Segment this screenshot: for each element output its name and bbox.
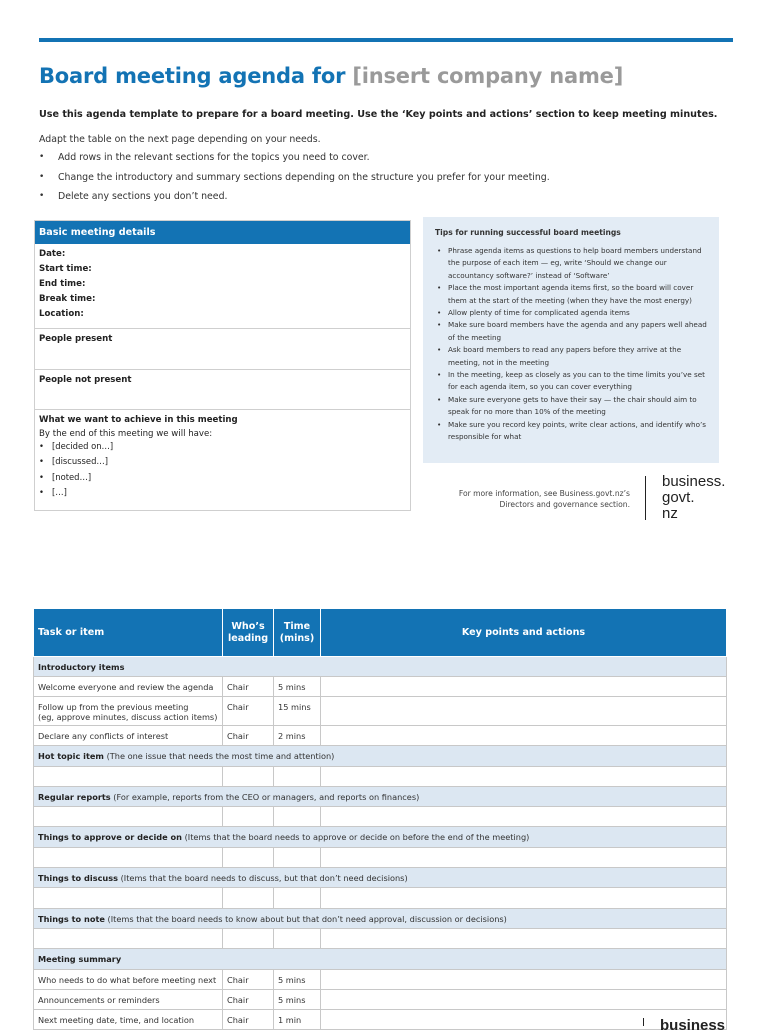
key-points-cell[interactable] bbox=[321, 989, 727, 1009]
table-row bbox=[34, 807, 727, 827]
section-title: Hot topic item bbox=[38, 751, 104, 762]
section-title: Things to note bbox=[38, 913, 105, 924]
task-cell[interactable] bbox=[34, 928, 223, 948]
section-row-note bbox=[34, 908, 727, 928]
section-row-regular-reports bbox=[34, 786, 727, 806]
company-name-placeholder[interactable]: [insert company name] bbox=[352, 64, 624, 88]
tips-box bbox=[423, 217, 719, 463]
key-points-cell[interactable] bbox=[321, 766, 727, 786]
col-header-time: Time (mins) bbox=[274, 609, 321, 657]
task-note: (eg, approve minutes, discuss action items) bbox=[38, 712, 218, 723]
table-row bbox=[34, 697, 727, 726]
tip-item: • Make sure you record key points, write clear actions, and identify who’s responsible for what bbox=[435, 419, 707, 444]
intro-instruction: Use this agenda template to prepare for a board meeting. Use the ‘Key points and actions’ section to keep meeting minutes. bbox=[39, 109, 718, 120]
col-header-task: Task or item bbox=[34, 609, 223, 657]
achieve-item: • [discussed…] bbox=[39, 456, 406, 471]
tip-item: • In the meeting, keep as closely as you can to the time limits you’ve set for each agenda item, so you can cover everything bbox=[435, 369, 707, 394]
col-header-who: Who’s leading bbox=[223, 609, 274, 657]
section-title: Regular reports bbox=[38, 791, 111, 802]
who-cell[interactable] bbox=[223, 766, 274, 786]
who-cell[interactable]: Chair bbox=[223, 677, 274, 697]
who-cell[interactable]: Chair bbox=[223, 1009, 274, 1029]
task-cell[interactable]: Announcements or reminders bbox=[34, 989, 223, 1009]
time-cell[interactable]: 2 mins bbox=[274, 726, 321, 746]
people-not-present-section[interactable] bbox=[35, 370, 410, 410]
section-description: (The one issue that needs the most time and attention) bbox=[103, 751, 335, 762]
details-heading: Basic meeting details bbox=[35, 221, 410, 244]
section-description: (For example, reports from the CEO or managers, and reports on finances) bbox=[110, 791, 420, 802]
people-not-present-label: People not present bbox=[39, 375, 132, 385]
key-points-cell[interactable] bbox=[321, 969, 727, 989]
more-info-link[interactable]: Directors and governance section. bbox=[499, 499, 630, 509]
key-points-cell[interactable] bbox=[321, 807, 727, 827]
table-row bbox=[34, 1009, 727, 1029]
tips-list bbox=[435, 245, 707, 444]
task-cell[interactable]: Who needs to do what before meeting next bbox=[34, 969, 223, 989]
business-govt-nz-logo bbox=[662, 474, 725, 522]
agenda-header-row bbox=[34, 609, 727, 657]
footer-logo-text: business bbox=[660, 1017, 726, 1034]
time-cell[interactable] bbox=[274, 888, 321, 908]
achieve-list bbox=[39, 441, 406, 503]
time-cell[interactable] bbox=[274, 847, 321, 867]
section-row-approve-decide bbox=[34, 827, 727, 847]
table-row bbox=[34, 726, 727, 746]
tip-item: • Phrase agenda items as questions to help board members understand the purpose of each item — eg, write ‘Should we change our accountancy software?’ instead of ‘Software’ bbox=[435, 245, 707, 282]
page-footer-logo bbox=[640, 1016, 768, 1034]
task-cell[interactable] bbox=[34, 807, 223, 827]
start-time-field[interactable]: Start time: bbox=[39, 264, 92, 274]
people-present-label: People present bbox=[39, 334, 113, 344]
who-cell[interactable]: Chair bbox=[223, 969, 274, 989]
tip-item: • Make sure everyone gets to have their say — the chair should aim to speak for no more than 10% of the meeting bbox=[435, 394, 707, 419]
key-points-cell[interactable] bbox=[321, 726, 727, 746]
key-points-cell[interactable] bbox=[321, 697, 727, 726]
tip-item: • Place the most important agenda items first, so the board will cover them at the start of the meeting (when they have the most energy) bbox=[435, 282, 707, 307]
section-title: Things to discuss bbox=[38, 873, 118, 884]
logo-line1: business. bbox=[662, 473, 726, 490]
table-row bbox=[34, 847, 727, 867]
task-cell[interactable]: Declare any conflicts of interest bbox=[34, 726, 223, 746]
page-title bbox=[39, 64, 623, 88]
task-cell[interactable] bbox=[34, 847, 223, 867]
section-row-discuss bbox=[34, 868, 727, 888]
date-field[interactable]: Date: bbox=[39, 249, 66, 259]
col-header-key-points: Key points and actions bbox=[321, 609, 727, 657]
time-cell[interactable]: 1 min bbox=[274, 1009, 321, 1029]
time-cell[interactable]: 15 mins bbox=[274, 697, 321, 726]
who-cell[interactable]: Chair bbox=[223, 726, 274, 746]
section-title: Introductory items bbox=[38, 662, 125, 672]
key-points-cell[interactable] bbox=[321, 928, 727, 948]
intro-bullet: • Delete any sections you don’t need. bbox=[39, 191, 550, 211]
who-cell[interactable] bbox=[223, 888, 274, 908]
who-cell[interactable] bbox=[223, 928, 274, 948]
tip-item: • Allow plenty of time for complicated agenda items bbox=[435, 307, 707, 319]
key-points-cell[interactable] bbox=[321, 888, 727, 908]
section-description: (Items that the board needs to know about but that don’t need approval, discussion or decisions) bbox=[104, 913, 507, 924]
achieve-heading: What we want to achieve in this meeting bbox=[39, 415, 238, 425]
task-text: Follow up from the previous meeting bbox=[38, 702, 189, 713]
task-cell[interactable] bbox=[34, 888, 223, 908]
details-fields bbox=[35, 244, 410, 329]
table-row bbox=[34, 989, 727, 1009]
achieve-item: • […] bbox=[39, 487, 406, 502]
people-present-section[interactable] bbox=[35, 329, 410, 370]
table-row bbox=[34, 888, 727, 908]
break-time-field[interactable]: Break time: bbox=[39, 294, 96, 304]
more-info-note bbox=[440, 489, 630, 510]
logo-divider bbox=[645, 476, 646, 520]
table-row bbox=[34, 969, 727, 989]
tip-item: • Make sure board members have the agenda and any papers well ahead of the meeting bbox=[435, 319, 707, 344]
time-cell[interactable]: 5 mins bbox=[274, 677, 321, 697]
task-cell[interactable] bbox=[34, 697, 223, 726]
basic-meeting-details-box bbox=[34, 220, 411, 511]
task-cell[interactable]: Next meeting date, time, and location bbox=[34, 1009, 223, 1029]
agenda-table bbox=[33, 608, 727, 1030]
logo-line2: govt. bbox=[662, 489, 695, 506]
intro-bullet: • Add rows in the relevant sections for the topics you need to cover. bbox=[39, 152, 550, 172]
section-description: (Items that the board needs to discuss, but that don’t need decisions) bbox=[118, 873, 408, 884]
time-cell[interactable] bbox=[274, 807, 321, 827]
time-cell[interactable] bbox=[274, 928, 321, 948]
section-title: Things to approve or decide on bbox=[38, 832, 182, 843]
section-row-introductory bbox=[34, 657, 727, 677]
key-points-cell[interactable] bbox=[321, 847, 727, 867]
table-row bbox=[34, 928, 727, 948]
achieve-item: • [noted…] bbox=[39, 472, 406, 487]
task-cell[interactable]: Welcome everyone and review the agenda bbox=[34, 677, 223, 697]
achieve-subtext: By the end of this meeting we will have: bbox=[39, 429, 213, 439]
who-cell[interactable]: Chair bbox=[223, 989, 274, 1009]
more-info-line1: For more information, see Business.govt.nz’s bbox=[458, 489, 630, 498]
section-description: (Items that the board needs to approve or decide on before the end of the meeting) bbox=[181, 832, 530, 843]
who-cell[interactable]: Chair bbox=[223, 697, 274, 726]
logo-line3: nz bbox=[662, 505, 678, 522]
achieve-section[interactable] bbox=[35, 410, 410, 510]
intro-bullet: • Change the introductory and summary sections depending on the structure you prefer for your meeting. bbox=[39, 172, 550, 192]
time-cell[interactable] bbox=[274, 766, 321, 786]
task-cell[interactable] bbox=[34, 766, 223, 786]
end-time-field[interactable]: End time: bbox=[39, 279, 86, 289]
section-row-meeting-summary bbox=[34, 949, 727, 969]
key-points-cell[interactable] bbox=[321, 677, 727, 697]
time-cell[interactable]: 5 mins bbox=[274, 989, 321, 1009]
tip-item: • Ask board members to read any papers before they arrive at the meeting, not in the meeting bbox=[435, 344, 707, 369]
table-row bbox=[34, 677, 727, 697]
achieve-item: • [decided on…] bbox=[39, 441, 406, 456]
top-rule bbox=[39, 38, 733, 42]
title-main: Board meeting agenda for bbox=[39, 64, 353, 88]
section-title: Meeting summary bbox=[38, 954, 122, 965]
time-cell[interactable]: 5 mins bbox=[274, 969, 321, 989]
intro-bullet-list bbox=[39, 152, 550, 211]
footer-logo-divider bbox=[643, 1018, 644, 1026]
table-row bbox=[34, 766, 727, 786]
who-cell[interactable] bbox=[223, 807, 274, 827]
intro-text: Adapt the table on the next page depending on your needs. bbox=[39, 134, 321, 145]
location-field[interactable]: Location: bbox=[39, 309, 84, 319]
who-cell[interactable] bbox=[223, 847, 274, 867]
section-row-hot-topic bbox=[34, 746, 727, 766]
tips-title: Tips for running successful board meetings bbox=[435, 228, 621, 237]
